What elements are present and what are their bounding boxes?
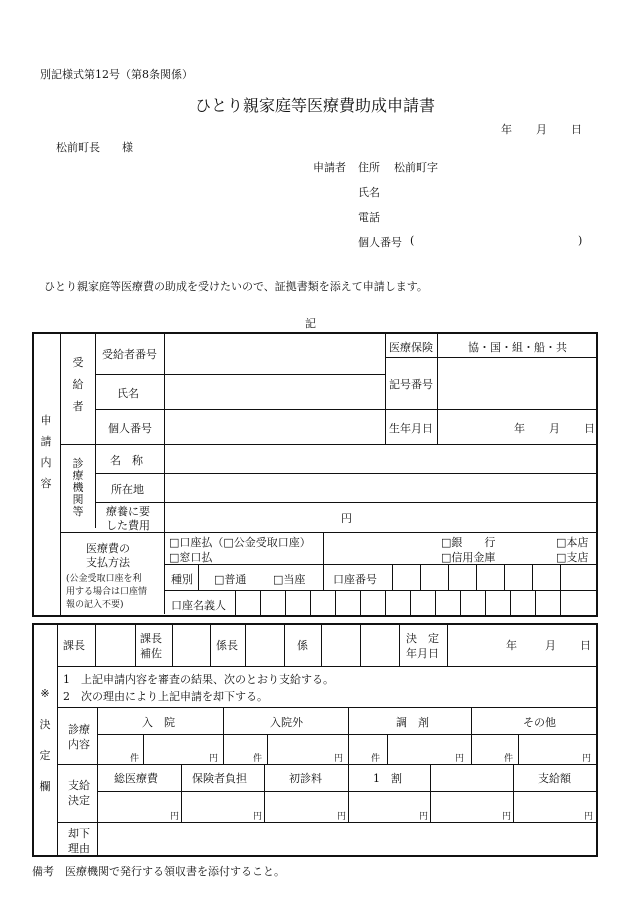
pay-amount-yen-unit-b: 円 bbox=[584, 812, 594, 822]
reject-reason-label-line2: 理由 bbox=[68, 842, 90, 855]
kacho-label: 課長 bbox=[63, 639, 85, 652]
side-label-application: 申 請 内 容 bbox=[40, 414, 52, 490]
cost-label-line1: 療養に要 bbox=[106, 505, 150, 518]
birth-day-unit: 日 bbox=[584, 422, 595, 435]
form-reference: 別記様式第12号（第8条関係） bbox=[40, 68, 193, 81]
applicant-name-label: 氏名 bbox=[358, 186, 380, 199]
first-visit-label: 初診料 bbox=[289, 772, 322, 785]
recipient-group-label: 受 給 者 bbox=[72, 356, 84, 413]
address-prefix: 松前町字 bbox=[394, 161, 438, 174]
mynumber-close-paren: ) bbox=[578, 234, 583, 247]
cost-yen-unit: 円 bbox=[341, 512, 352, 525]
ratio-label: 1 割 bbox=[373, 772, 402, 785]
cost-label-line2: した費用 bbox=[106, 519, 150, 532]
application-statement: ひとり親家庭等医療費の助成を受けたいので、証拠書類を添えて申請します。 bbox=[44, 280, 428, 293]
insurer-burden-yen-unit: 円 bbox=[253, 812, 263, 822]
inpatient-yen-unit: 円 bbox=[209, 754, 219, 764]
first-visit-yen-unit: 円 bbox=[337, 812, 347, 822]
decision-month-unit: 月 bbox=[545, 639, 556, 652]
credit-union-checkbox[interactable]: □信用金庫 bbox=[441, 551, 496, 564]
inpatient-count-unit: 件 bbox=[130, 754, 140, 764]
insurer-burden-label: 保険者負担 bbox=[192, 772, 247, 785]
birth-year-unit: 年 bbox=[514, 422, 525, 435]
symbol-number-label: 記号番号 bbox=[389, 378, 433, 391]
side-label-decision: ※ 決 定 欄 bbox=[39, 687, 51, 793]
decision-line-reject: 2 次の理由により上記申請を却下する。 bbox=[63, 690, 268, 703]
account-number-label: 口座番号 bbox=[333, 573, 377, 586]
other-count-unit: 件 bbox=[504, 754, 514, 764]
payment-note-line3: 報の記入不要) bbox=[66, 600, 124, 610]
pharmacy-count-unit: 件 bbox=[371, 754, 381, 764]
kakaricho-label: 係長 bbox=[216, 639, 238, 652]
pay-decision-label-line1: 支給 bbox=[68, 779, 90, 792]
decision-day-unit: 日 bbox=[580, 639, 591, 652]
decision-date-label-line1: 決 定 bbox=[406, 632, 439, 645]
recipient-mynumber-label: 個人番号 bbox=[108, 422, 152, 435]
insurance-label: 医療保険 bbox=[389, 341, 433, 354]
institution-address-label: 所在地 bbox=[111, 483, 144, 496]
applicant-label: 申請者 bbox=[313, 161, 346, 174]
account-kind-label: 種別 bbox=[171, 573, 193, 586]
outpatient-label: 入院外 bbox=[270, 716, 303, 729]
form-title: ひとり親家庭等医療費助成申請書 bbox=[194, 96, 435, 115]
account-holder-label: 口座名義人 bbox=[171, 599, 226, 612]
other-yen-unit: 円 bbox=[582, 754, 592, 764]
applicant-mynumber-label: 個人番号 bbox=[358, 236, 402, 249]
ordinary-account-checkbox[interactable]: □普通 bbox=[214, 573, 247, 586]
branch-checkbox[interactable]: □支店 bbox=[556, 551, 589, 564]
date-day-label: 日 bbox=[571, 123, 582, 136]
decision-date-label-line2: 年月日 bbox=[406, 647, 439, 660]
remarks: 備考 医療機関で発行する領収書を添付すること。 bbox=[32, 865, 285, 878]
recipient-number-label: 受給者番号 bbox=[102, 348, 157, 361]
outpatient-count-unit: 件 bbox=[253, 754, 263, 764]
outpatient-yen-unit: 円 bbox=[334, 754, 344, 764]
ki-label: 記 bbox=[305, 317, 316, 330]
birth-month-unit: 月 bbox=[549, 422, 560, 435]
kakari-label: 係 bbox=[297, 639, 308, 652]
date-year-label: 年 bbox=[501, 123, 512, 136]
pay-amount-yen-unit-a: 円 bbox=[502, 812, 512, 822]
total-cost-yen-unit: 円 bbox=[170, 812, 180, 822]
payment-label-line2: 支払方法 bbox=[86, 556, 130, 569]
counter-payment-checkbox[interactable]: □窓口払 bbox=[169, 551, 213, 564]
other-label: その他 bbox=[523, 716, 556, 729]
inpatient-label: 入 院 bbox=[142, 716, 175, 729]
care-label-line2: 内容 bbox=[68, 738, 90, 751]
institution-group-label: 診 療 機 関 等 bbox=[72, 457, 84, 518]
pay-decision-label-line2: 決定 bbox=[68, 794, 90, 807]
pharmacy-yen-unit: 円 bbox=[455, 754, 465, 764]
birthdate-label: 生年月日 bbox=[389, 422, 433, 435]
ratio-yen-unit: 円 bbox=[419, 812, 429, 822]
reject-reason-label-line1: 却下 bbox=[68, 827, 90, 840]
total-cost-label: 総医療費 bbox=[114, 772, 158, 785]
current-account-checkbox[interactable]: □当座 bbox=[273, 573, 306, 586]
mynumber-open-paren: ( bbox=[410, 234, 415, 247]
care-label-line1: 診療 bbox=[68, 723, 90, 736]
insurance-types: 協・国・組・船・共 bbox=[468, 341, 567, 354]
hosa-label-line2: 補佐 bbox=[140, 647, 162, 660]
addressee: 松前町長 様 bbox=[56, 141, 133, 154]
recipient-name-label: 氏名 bbox=[117, 387, 139, 400]
pay-amount-label: 支給額 bbox=[538, 772, 571, 785]
pharmacy-label: 調 剤 bbox=[396, 716, 429, 729]
address-label: 住所 bbox=[358, 161, 380, 174]
hosa-label-line1: 課長 bbox=[140, 632, 162, 645]
payment-note-line1: (公金受取口座を利 bbox=[66, 574, 142, 584]
payment-label-line1: 医療費の bbox=[86, 542, 130, 555]
payment-note-line2: 用する場合は口座情 bbox=[66, 587, 148, 597]
bank-checkbox[interactable]: □銀 行 bbox=[441, 536, 496, 549]
phone-label: 電話 bbox=[358, 211, 380, 224]
date-month-label: 月 bbox=[536, 123, 547, 136]
decision-year-unit: 年 bbox=[506, 639, 517, 652]
decision-line-approve: 1 上記申請内容を審査の結果、次のとおり支給する。 bbox=[63, 673, 334, 686]
head-office-checkbox[interactable]: □本店 bbox=[556, 536, 589, 549]
account-payment-checkbox[interactable]: □口座払（□公金受取口座） bbox=[169, 536, 311, 549]
institution-name-label: 名 称 bbox=[110, 454, 143, 467]
